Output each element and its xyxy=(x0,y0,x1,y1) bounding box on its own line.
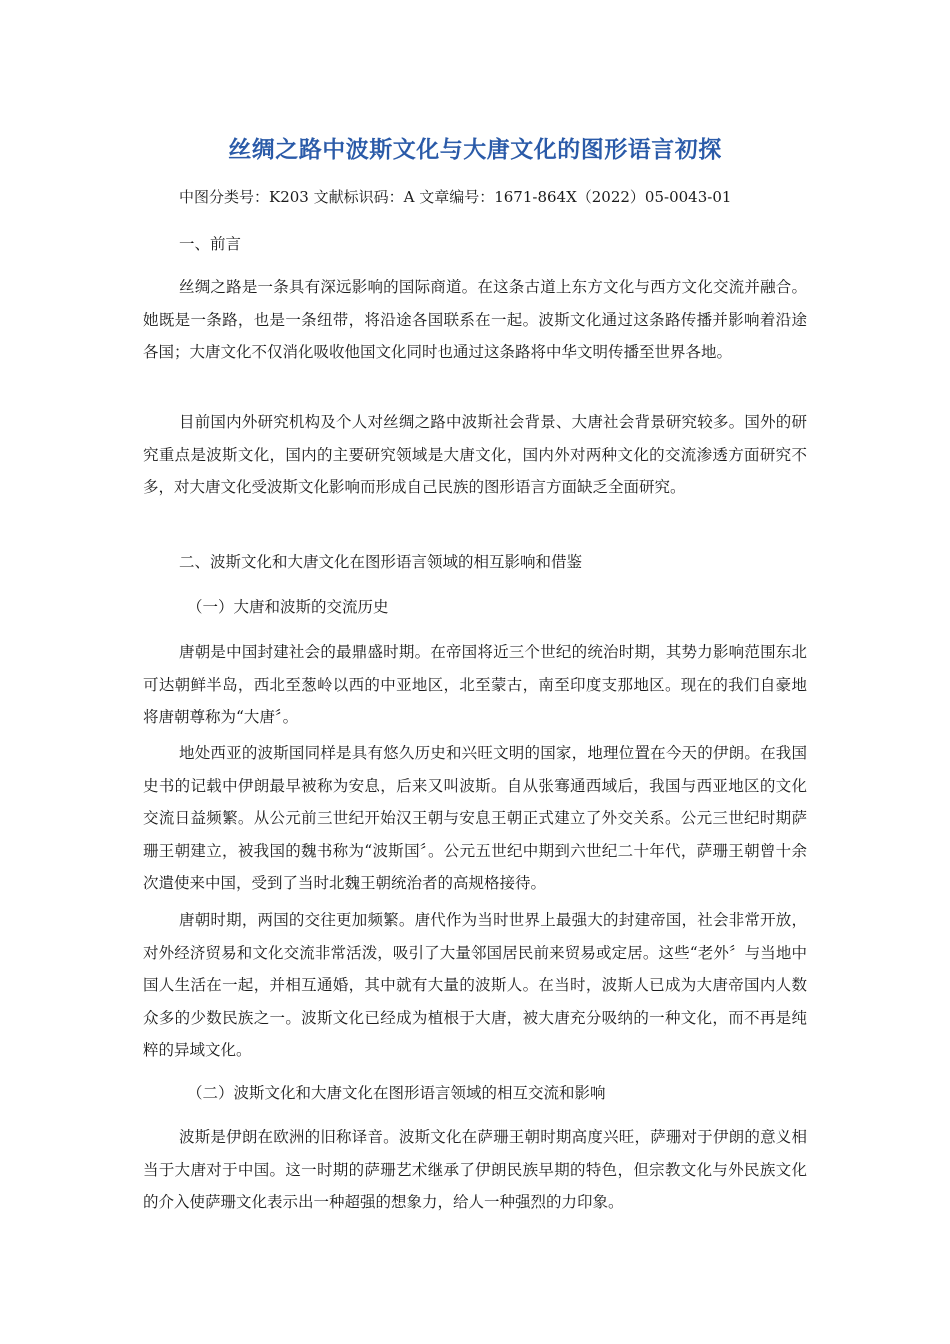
classification-metadata: 中图分类号：K203 文献标识码：A 文章编号：1671-864X（2022）05-0043-01 xyxy=(179,188,732,206)
paragraph-sassanid: 波斯是伊朗在欧洲的旧称译音。波斯文化在萨珊王朝时期高度兴旺，萨珊对于伊朗的意义相当于大唐对于中国。这一时期的萨珊艺术继承了伊朗民族早期的特色，但宗教文化与外民族文化的介入使萨珊文化表示出一种超强的想象力，给人一种强烈的力印象。 xyxy=(143,1128,807,1211)
paragraph-research-status: 目前国内外研究机构及个人对丝绸之路中波斯社会背景、大唐社会背景研究较多。国外的研究重点是波斯文化，国内的主要研究领域是大唐文化，国内外对两种文化的交流渗透方面研究不多，对大唐文化受波斯文化影响而形成自己民族的图形语言方面缺乏全面研究。 xyxy=(143,413,807,496)
article-title: 丝绸之路中波斯文化与大唐文化的图形语言初探 xyxy=(228,137,722,163)
section-heading-influence: 二、波斯文化和大唐文化在图形语言领域的相互影响和借鉴 xyxy=(179,553,583,571)
paragraph-exchange: 唐朝时期，两国的交往更加频繁。唐代作为当时世界上最强大的封建帝国，社会非常开放，对外经济贸易和文化交流非常活泼，吸引了大量邻国居民前来贸易或定居。这些“老外〞与当地中国人生活在一起，并相互通婚，其中就有大量的波斯人。在当时，波斯人已成为大唐帝国内人数众多的少数民族之一。波斯文化已经成为植根于大唐，被大唐充分吸纳的一种文化，而不再是纯粹的异域文化。 xyxy=(143,911,807,1059)
paragraph-intro: 丝绸之路是一条具有深远影响的国际商道。在这条古道上东方文化与西方文化交流并融合。她既是一条路，也是一条纽带，将沿途各国联系在一起。波斯文化通过这条路传播并影响着沿途各国；大唐文化不仅消化吸收他国文化同时也通过这条路将中华文明传播至世界各地。 xyxy=(143,278,807,361)
subsection-heading-history: （一）大唐和波斯的交流历史 xyxy=(187,598,389,616)
paragraph-persia: 地处西亚的波斯国同样是具有悠久历史和兴旺文明的国家，地理位置在今天的伊朗。在我国史书的记载中伊朗最早被称为安息，后来又叫波斯。自从张骞通西域后，我国与西亚地区的文化交流日益频繁。从公元前三世纪开始汉王朝与安息王朝正式建立了外交关系。公元三世纪时期萨珊王朝建立，被我国的魏书称为“波斯国〞。公元五世纪中期到六世纪二十年代，萨珊王朝曾十余次遣使来中国，受到了当时北魏王朝统治者的高规格接待。 xyxy=(143,744,807,892)
section-heading-preface: 一、前言 xyxy=(179,235,242,253)
paragraph-tang-dynasty: 唐朝是中国封建社会的最鼎盛时期。在帝国将近三个世纪的统治时期，其势力影响范围东北可达朝鲜半岛，西北至葱岭以西的中亚地区，北至蒙古，南至印度支那地区。现在的我们自豪地将唐朝尊称为“大唐〞。 xyxy=(143,643,807,726)
subsection-heading-graphic-language: （二）波斯文化和大唐文化在图形语言领域的相互交流和影响 xyxy=(187,1084,606,1102)
